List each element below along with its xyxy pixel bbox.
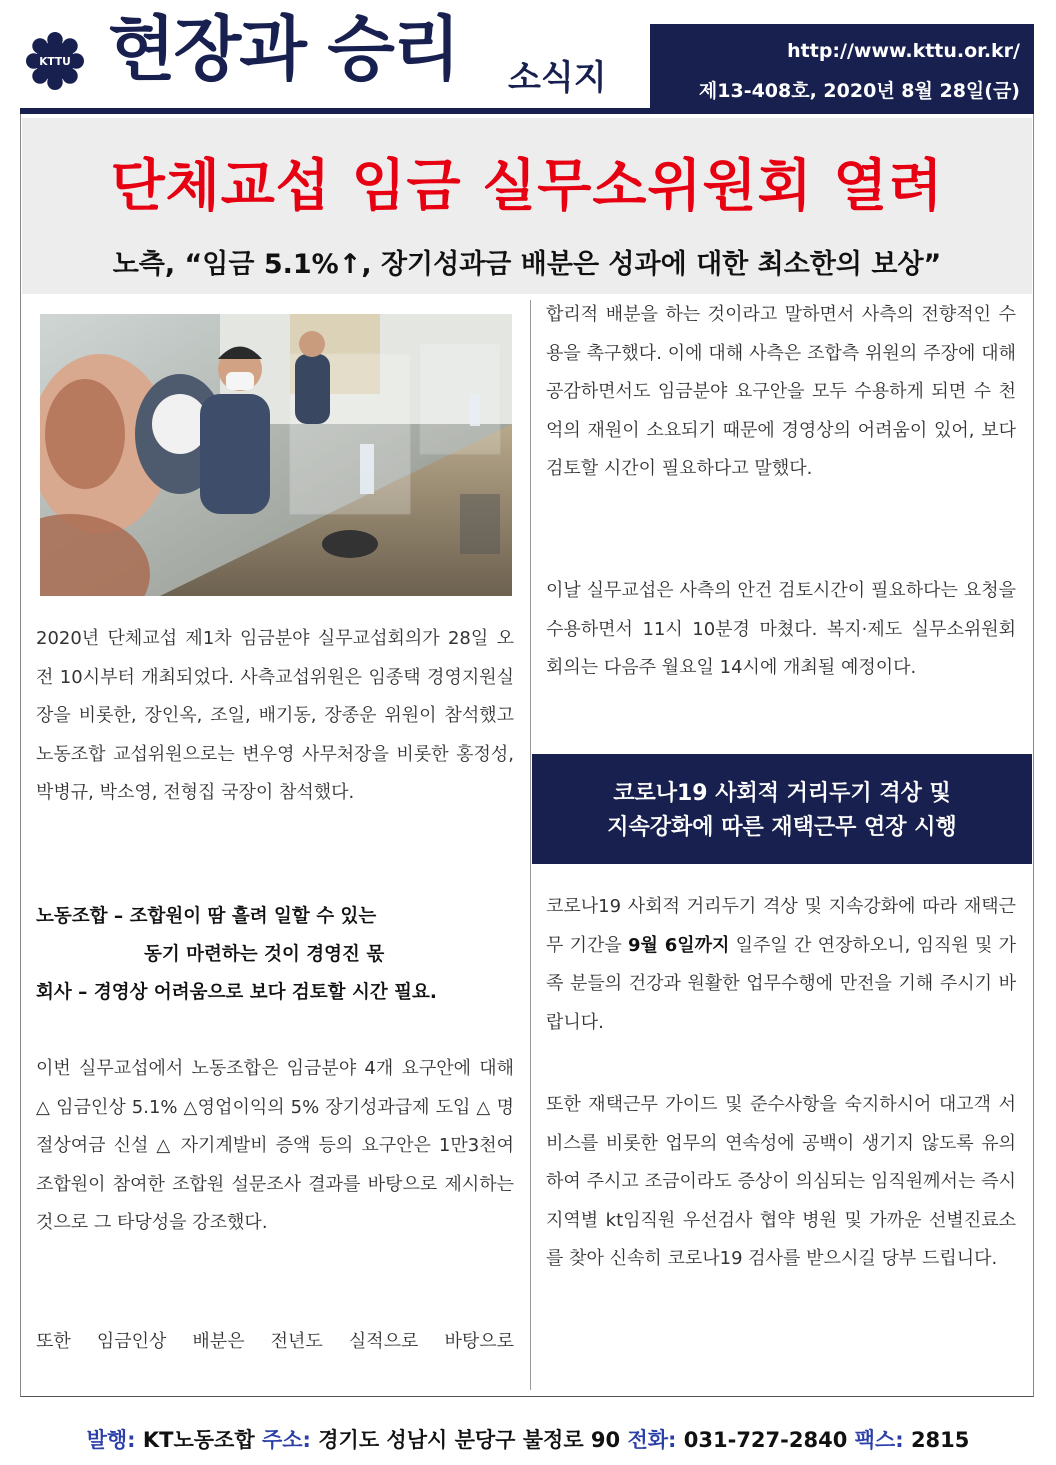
issue-info-box [650, 24, 1034, 112]
footer [0, 1424, 1056, 1454]
phone-value: 031-727-2840 [683, 1428, 848, 1452]
article-paragraph-response: 합리적 배분을 하는 것이라고 말하면서 사측의 전향적인 수용을 촉구했다. 이에 대해 사측은 조합측 위원의 주장에 대해 공감하면서도 임금분야 요구안을 모두 수용하게 되면 수 천억의 재원이 소요되기 때문에 경영상의 어려움이 있어, 보다 검토할 시간이 필요하다고 말했다. [546, 304, 1016, 479]
fax-value: 2815 [910, 1428, 970, 1452]
covid-text-after: 일주일 간 연장하오니, 임직원 및 가족 분들의 건강과 원활한 업무수행에 만전을 기해 주시기 바랍니다. [546, 934, 1016, 1033]
main-headline: 단체교섭 임금 실무소위원회 열려 [110, 154, 944, 219]
meeting-photo [40, 314, 512, 596]
covid-notice-title-line1: 코로나19 사회적 거리두기 격상 및 [613, 781, 951, 806]
covid-deadline: 9월 6일까지 [628, 934, 730, 956]
key-point-union-line2: 동기 마련하는 것이 경영진 몫 [144, 944, 385, 965]
key-point-company: 회사 – 경영상 어려움으로 보다 검토할 시간 필요. [36, 982, 437, 1003]
covid-notice-paragraph-1 [546, 888, 1016, 1042]
sub-headline: 노측, “임금 5.1%↑, 장기성과금 배분은 성과에 대한 최소한의 보상” [112, 249, 942, 280]
article-paragraph-intro: 2020년 단체교섭 제1차 임금분야 실무교섭회의가 28일 오전 10시부터 개최되었다. 사측교섭위원은 임종택 경영지원실장을 비롯한, 장인옥, 조일, 배기동, 장종운 위원이 참석했고 노동조합 교섭위원으로는 변우영 사무처장을 비롯한 홍정성, 박병규, 박소영, 전형집 국장이 참석했다. [36, 628, 514, 803]
publisher-value: KT노동조합 [142, 1428, 255, 1452]
masthead [20, 7, 1034, 110]
article-paragraph-schedule: 이날 실무교섭은 사측의 안건 검토시간이 필요하다는 요청을 수용하면서 11시 10분경 마쳤다. 복지·제도 실무소위원회 회의는 다음주 월요일 14시에 개최될 예정이다. [546, 580, 1016, 678]
article-paragraph-demands: 이번 실무교섭에서 노동조합은 임금분야 4개 요구안에 대해 △ 임금인상 5.1% △영업이익의 5% 장기성과급제 도입 △ 명절상여금 신설 △ 자기계발비 증액 등의 요구안은 1만3천여 조합원이 참여한 조합원 설문조사 결과를 바탕으로 제시하는 것으로 그 타당성을 강조했다. [36, 1058, 514, 1233]
newsletter-subtitle: 소식지 [508, 58, 607, 98]
publisher-label: 발행: [86, 1428, 136, 1452]
key-points-box [36, 898, 526, 1012]
fax-label: 팩스: [854, 1428, 904, 1452]
issue-number-date: 제13-408호, 2020년 8월 28일(금) [698, 80, 1020, 102]
article-paragraph-continued: 또한 임금인상 배분은 전년도 실적으로 바탕으로 [36, 1331, 514, 1352]
address-value: 경기도 성남시 분당구 불정로 90 [318, 1428, 621, 1452]
covid-notice-title-line2: 지속강화에 따른 재택근무 연장 시행 [607, 815, 957, 840]
column-divider [530, 300, 531, 1390]
newsletter-title: 현장과 승리 [108, 7, 459, 90]
headline-band [22, 118, 1032, 294]
website-url[interactable]: http://www.kttu.or.kr/ [787, 40, 1020, 62]
logo-badge-text: KTTU [39, 54, 71, 68]
covid-notice-header [532, 754, 1032, 864]
address-label: 주소: [261, 1428, 311, 1452]
phone-label: 전화: [627, 1428, 677, 1452]
covid-notice-paragraph-2: 또한 재택근무 가이드 및 준수사항을 숙지하시어 대고객 서비스를 비롯한 업무의 연속성에 공백이 생기지 않도록 유의하여 주시고 조금이라도 증상이 의심되는 임직원께서는 즉시 지역별 kt임직원 우선검사 협약 병원 및 가까운 선별진료소를 찾아 신속히 코로나19 검사를 받으시길 당부 드립니다. [546, 1094, 1016, 1269]
kttu-logo-icon [26, 32, 84, 90]
key-point-union-line1: 노동조합 – 조합원이 땀 흘려 일할 수 있는 [36, 906, 377, 927]
covid-text-before: 코로나19 사회적 거리두기 격상 및 지속강화에 따라 재택근무 기간을 [546, 896, 1016, 956]
